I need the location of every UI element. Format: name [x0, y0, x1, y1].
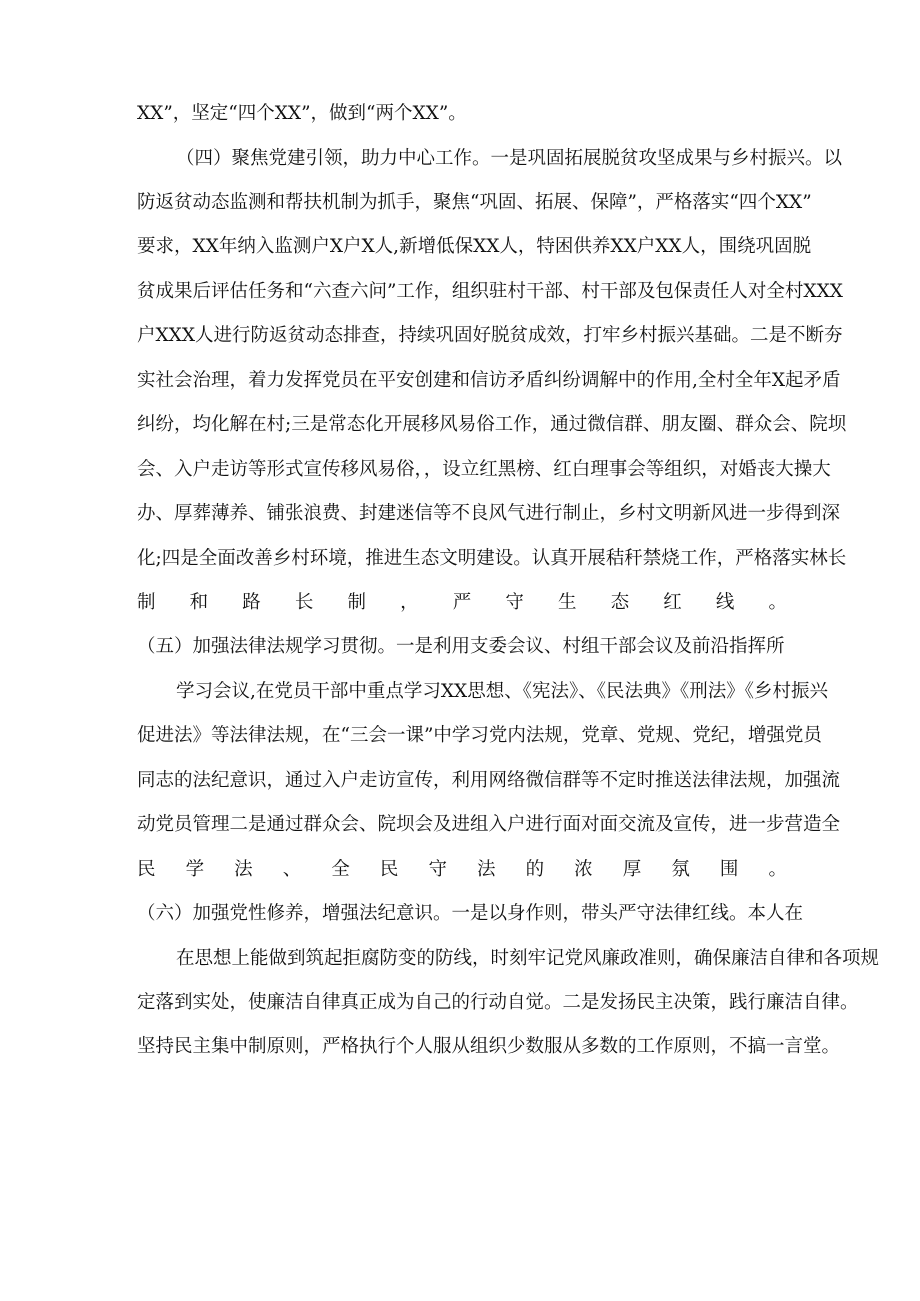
- text-line: 制和路长制，严守生态红线。: [137, 592, 787, 613]
- section-heading-4: （四）聚焦党建引领，助力中心工作。一是巩固拓展脱贫攻坚成果与乡村振兴。以: [176, 148, 843, 169]
- text-line: （六）加强党性修养，增强法纪意识。一是以身作则，带头严守法律红线。本人在: [137, 903, 804, 924]
- text-line: （五）加强法律法规学习贯彻。一是利用支委会议、村组干部会议及前沿指挥所: [137, 636, 785, 657]
- text-line: 要求，XX年纳入监测户X户X人,新增低保XX人，特困供养XX户XX人，围绕巩固脱: [137, 236, 812, 257]
- text-line: 民学法、全民守法的浓厚氛围。: [137, 859, 787, 880]
- text-line: 坚持民主集中制原则，严格执行个人服从组织少数服从多数的工作原则，不搞一言堂。: [137, 1036, 841, 1057]
- section-heading-6: 在思想上能做到筑起拒腐防变的防线，时刻牢记党风廉政准则，确保廉洁自律和各项规: [176, 948, 880, 969]
- text-line: 促进法》等法律法规，在“三会一课”中学习党内法规，党章、党规、党纪，增强党员: [137, 725, 822, 746]
- text-line: 防返贫动态监测和帮扶机制为抓手，聚焦“巩固、拓展、保障”，严格落实“四个XX”: [137, 192, 812, 213]
- text-line: 定落到实处，使廉洁自律真正成为自己的行动自觉。二是发扬民主决策，践行廉洁自律。: [137, 992, 859, 1013]
- text-line: 户XXX人进行防返贫动态排查，持续巩固好脱贫成效，打牢乡村振兴基础。二是不断夯: [137, 325, 843, 346]
- text-line: 同志的法纪意识，通过入户走访宣传，利用网络微信群等不定时推送法律法规，加强流: [137, 770, 841, 791]
- text-line: 实社会治理，着力发挥党员在平安创建和信访矛盾纠纷调解中的作用,全村全年X起矛盾: [137, 370, 841, 391]
- text-line: 化;四是全面改善乡村环境，推进生态文明建设。认真开展秸秆禁烧工作，严格落实林长: [137, 548, 847, 569]
- text-line: XX”，坚定“四个XX”，做到“两个XX”。: [137, 103, 467, 124]
- text-line: 贫成果后评估任务和“六查六问”工作，组织驻村干部、村干部及包保责任人对全村XXX: [137, 281, 843, 302]
- text-line: 办、厚葬薄养、铺张浪费、封建迷信等不良风气进行制止，乡村文明新风进一步得到深: [137, 503, 841, 524]
- text-line: 会、入户走访等形式宣传移风易俗，，设立红黑榜、红白理事会等组织，对婚丧大操大: [137, 459, 831, 480]
- text-line: 纠纷，均化解在村;三是常态化开展移风易俗工作，通过微信群、朋友圈、群众会、院坝: [137, 414, 847, 435]
- section-heading-5: 学习会议,在党员干部中重点学习XX思想、《宪法》、《民法典》《刑法》《乡村振兴: [176, 681, 828, 702]
- text-line: 动党员管理二是通过群众会、院坝会及进组入户进行面对面交流及宣传，进一步营造全: [137, 814, 841, 835]
